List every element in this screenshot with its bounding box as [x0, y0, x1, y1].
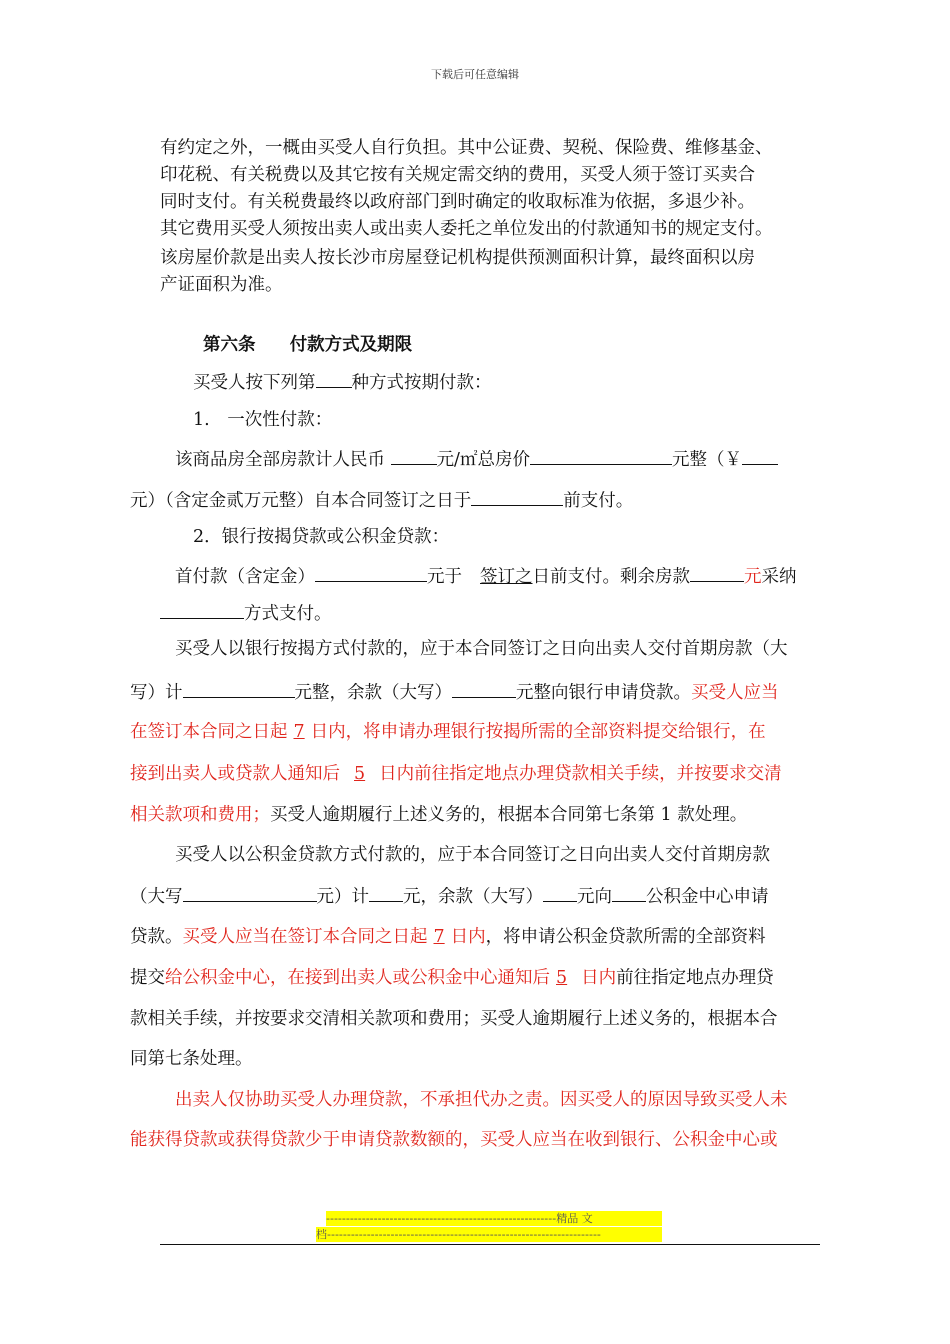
- bank-text-h: 日内前往指定地点办理贷款相关手续，并按要求交清: [379, 764, 782, 784]
- fund-text-c: 元，余款（大写）: [403, 887, 543, 907]
- article-title: 付款方式及期限: [289, 335, 413, 355]
- option2-title: 2．银行按揭贷款或公积金贷款：: [193, 527, 450, 547]
- intro-text-a: 买受人按下列第: [193, 373, 316, 393]
- opt1-text-d: 元）（含定金贰万元整）自本合同签订之日于: [130, 491, 472, 511]
- bank-text-g: 接到出卖人或贷款人通知后: [130, 764, 340, 784]
- fund-days-7: 7: [433, 927, 445, 947]
- blank-pay-method: [160, 600, 244, 619]
- intro-text-b: 种方式按期付款：: [351, 373, 492, 393]
- opt1-text-e: 前支付。: [563, 491, 634, 511]
- opt2-sign-date: 签订之: [480, 567, 533, 587]
- option1-line-1: [175, 446, 778, 472]
- option1-title: 1. 一次性付款：: [193, 410, 333, 430]
- fund-text-f: 贷款。: [130, 927, 183, 947]
- seller-line-1: 出卖人仅协助买受人办理贷款，不承担代办之责。因买受人的原因导致买受人未: [175, 1090, 788, 1110]
- blank-fund-down: [369, 883, 403, 902]
- bank-text-c: 元整向银行申请贷款。: [516, 683, 691, 703]
- opt2-text-f: 采纳: [761, 567, 797, 587]
- blank-fund-down-words: [183, 883, 317, 902]
- fund-line-1: 买受人以公积金贷款方式付款的，应于本合同签订之日向出卖人交付首期房款: [175, 845, 770, 865]
- fund-days-5: 5: [556, 968, 568, 988]
- option2-line-2: [160, 600, 332, 626]
- opt2-text-b: 元于: [427, 567, 462, 587]
- footer-highlight-1: ----------------------------------------------------------精品 文: [326, 1211, 662, 1226]
- article-heading: [203, 333, 412, 357]
- footer-divider: [160, 1244, 820, 1245]
- fund-text-e: 公积金中心申请: [646, 887, 769, 907]
- bank-line-4: [130, 762, 782, 786]
- blank-bank-down: [183, 679, 295, 698]
- blank-fund-balance: [543, 883, 577, 902]
- opt1-text-a: 该商品房全部房款计人民币: [175, 450, 391, 470]
- fund-line-5: 款相关手续，并按要求交清相关款项和费用；买受人逾期履行上述义务的，根据本合: [130, 1009, 778, 1029]
- footer-highlight-2: 档---------------------------------------------------------------------: [316, 1227, 662, 1242]
- bank-text-f: 日内，将申请办理银行按揭所需的全部资料提交给银行，在: [310, 722, 766, 742]
- opt2-text-a: 首付款（含定金）: [175, 567, 315, 587]
- bank-text-b: 元整，余款（大写）: [294, 683, 452, 703]
- fund-text-l: 日内: [581, 968, 617, 988]
- blank-total-price: [530, 446, 672, 465]
- article-number: 第六条: [203, 335, 256, 355]
- blank-method: [316, 369, 352, 388]
- opt2-text-d: 日前支付。剩余房款: [532, 567, 690, 587]
- blank-remaining: [690, 563, 744, 582]
- para1-line-2: 印花税、有关税费以及其它按有关规定需交纳的费用，买受人须于签订买卖合: [160, 165, 755, 185]
- bank-line-2: [130, 679, 779, 705]
- blank-yuan-figure: [742, 446, 778, 465]
- fund-text-d: 元向: [577, 887, 612, 907]
- fund-text-b: 元）计: [316, 887, 369, 907]
- fund-line-3: [130, 925, 766, 949]
- fund-text-h: 日内: [450, 927, 486, 947]
- opt1-text-b: 元/㎡总房价: [436, 450, 530, 470]
- opt2-text-e: 元: [744, 567, 762, 587]
- bank-text-i: 相关款项和费用；: [130, 805, 270, 825]
- bank-text-e: 在签订本合同之日起: [130, 722, 288, 742]
- fund-text-g: 买受人应当在签订本合同之日起: [182, 927, 428, 947]
- fund-line-6: 同第七条处理。: [130, 1049, 253, 1069]
- blank-bank-balance: [452, 679, 516, 698]
- para1-line-1: 有约定之外，一概由买受人自行负担。其中公证费、契税、保险费、维修基金、: [160, 138, 773, 158]
- fund-line-4: [130, 966, 774, 990]
- para1-line-6: 产证面积为准。: [160, 275, 283, 295]
- bank-line-3: [130, 720, 766, 744]
- fund-text-j: 提交: [130, 968, 165, 988]
- fund-text-a: （大写: [130, 887, 183, 907]
- seller-line-2: 能获得贷款或获得贷款少于申请贷款数额的，买受人应当在收到银行、公积金中心或: [130, 1130, 778, 1150]
- para1-line-5: 该房屋价款是出卖人按长沙市房屋登记机构提供预测面积计算，最终面积以房: [160, 248, 755, 268]
- opt1-text-c: 元整（￥: [671, 450, 742, 470]
- bank-text-j: 买受人逾期履行上述义务的，根据本合同第七条第 1 款处理。: [270, 805, 748, 825]
- fund-text-i: ，将申请公积金贷款所需的全部资料: [485, 927, 766, 947]
- bank-text-a: 写）计: [130, 683, 183, 703]
- blank-down-payment: [315, 563, 427, 582]
- page-header: 下载后可任意编辑: [431, 68, 519, 81]
- para1-line-4: 其它费用买受人须按出卖人或出卖人委托之单位发出的付款通知书的规定支付。: [160, 219, 773, 239]
- bank-days-7: 7: [293, 722, 305, 742]
- bank-text-d: 买受人应当: [691, 683, 779, 703]
- payment-intro: [193, 369, 492, 395]
- bank-line-5: [130, 803, 747, 827]
- option1-line-2: [130, 487, 633, 513]
- bank-line-1: 买受人以银行按揭方式付款的，应于本合同签订之日向出卖人交付首期房款（大: [175, 639, 788, 659]
- blank-fund-center: [612, 883, 646, 902]
- opt2-text-g: 方式支付。: [244, 604, 332, 624]
- bank-days-5: 5: [354, 764, 366, 784]
- blank-unit-price: [391, 446, 437, 465]
- blank-pay-date: [471, 487, 563, 506]
- option2-line-1: [175, 563, 797, 589]
- fund-text-k: 给公积金中心，在接到出卖人或公积金中心通知后: [165, 968, 550, 988]
- fund-text-m: 前往指定地点办理贷: [616, 968, 774, 988]
- para1-line-3: 同时支付。有关税费最终以政府部门到时确定的收取标准为依据，多退少补。: [160, 192, 755, 212]
- fund-line-2: [130, 883, 769, 909]
